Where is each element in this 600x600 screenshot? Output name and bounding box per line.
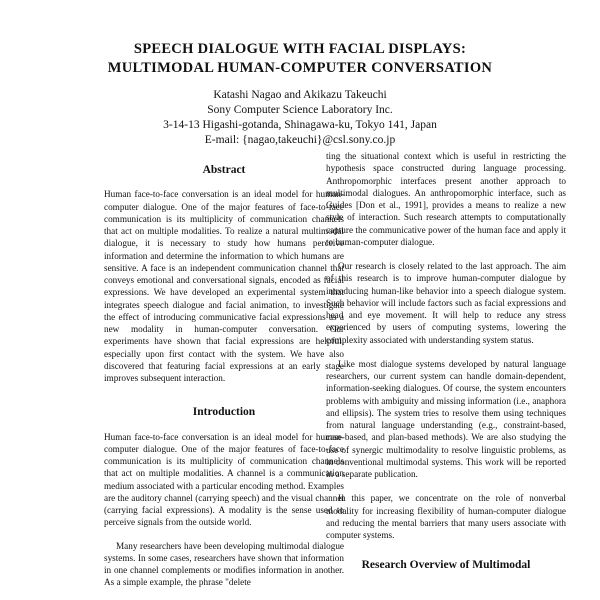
abstract-text: Human face-to-face conversation is an ideal model for human-computer dialogue. One of the major features of face-to-face communication is its multiplicity of communication channels that act on multiple modalities. To realize a natural multimodal dialogue, it is necessary to study how humans perceive information and determine the information to which humans are sensitive. A face is an independent communication channel that conveys emotional and conversational signals, encoded as facial expressions. We have developed an experimental system that integrates speech dialogue and facial animation, to investigate the effect of introducing communicative facial expressions as a new modality in human-computer conversation. Our experiments have shown that facial expressions are helpful, especially upon first contact with the system. We have also discovered that featuring facial expressions at an early stage improves subsequent interaction.: [104, 189, 344, 383]
introduction-paragraph-2: Many researchers have been developing multimodal dialogue systems. In some cases, researchers have shown that information in one channel complements or modifies information in another. As a simple example, the phrase "delete: [104, 540, 344, 588]
author-names: Katashi Nagao and Akikazu Takeuchi: [213, 89, 387, 101]
right-paragraph-3: Like most dialogue systems developed by natural language researchers, our current system can handle domain-dependent, information-seeking dialogues. Of course, the system encounters problems with ambiguity and missing information (i.e., anaphora and ellipsis). The system tries to resolve them using techniques from natural language understanding (e.g., constraint-based, case-based, and plan-based methods). We are also studying the use of synergic multimodality to resolve linguistic problems, as in conventional multimodal systems. This work will be reported in a separate publication.: [326, 358, 566, 479]
introduction-heading: Introduction: [192, 406, 256, 419]
abstract-heading: Abstract: [202, 164, 246, 176]
right-paragraph-4: In this paper, we concentrate on the role of nonverbal modality for increasing flexibility of human-computer dialogue and reducing the mental barriers that many users associate with computer systems.: [326, 493, 566, 540]
paper-title: [0, 40, 600, 78]
title-line-1: SPEECH DIALOGUE WITH FACIAL DISPLAYS:: [133, 41, 467, 57]
author-address: 3-14-13 Higashi-gotanda, Shinagawa-ku, Tokyo 141, Japan: [163, 119, 437, 131]
left-column: [104, 160, 344, 589]
introduction-paragraph-1: Human face-to-face conversation is an ideal model for human-computer dialogue. One of the major features of face-to-face communication is its multiplicity of communication channels that act on multiple modalities. A channel is a communication medium associated with a particular encoding method. Examples are the auditory channel (carrying speech) and the visual channel (carrying facial expressions). A modality is the sense used to perceive signals from the outside world.: [104, 431, 344, 528]
right-paragraph-1: ting the situational context which is useful in restricting the hypothesis space constructed during language processing. Anthropomorphic interfaces present another approach to multimodal dialogues. An anthropomorphic interface, such as Guides [Don et al., 1991], provides a means to realize a new style of interaction. Such research attempts to computationally capture the communicative power of the human face and apply it to human-computer dialogue.: [326, 151, 566, 247]
research-overview-heading: Research Overview of Multimodal: [361, 559, 531, 572]
title-line-2: MULTIMODAL HUMAN-COMPUTER CONVERSATION: [107, 60, 493, 76]
author-affiliation: Sony Computer Science Laboratory Inc.: [207, 104, 393, 116]
author-email: E-mail: {nagao,takeuchi}@csl.sony.co.jp: [204, 134, 396, 146]
right-column: [326, 150, 566, 584]
right-paragraph-2: Our research is closely related to the last approach. The aim of this research is to improve human-computer dialogue by introducing human-like behavior into a speech dialogue system. Such behavior will include factors such as facial expressions and head and eye movement. It will help to reduce any stress experienced by users of computing systems, lowering the complexity associated with understanding system status.: [326, 261, 566, 345]
author-block: [0, 88, 600, 148]
